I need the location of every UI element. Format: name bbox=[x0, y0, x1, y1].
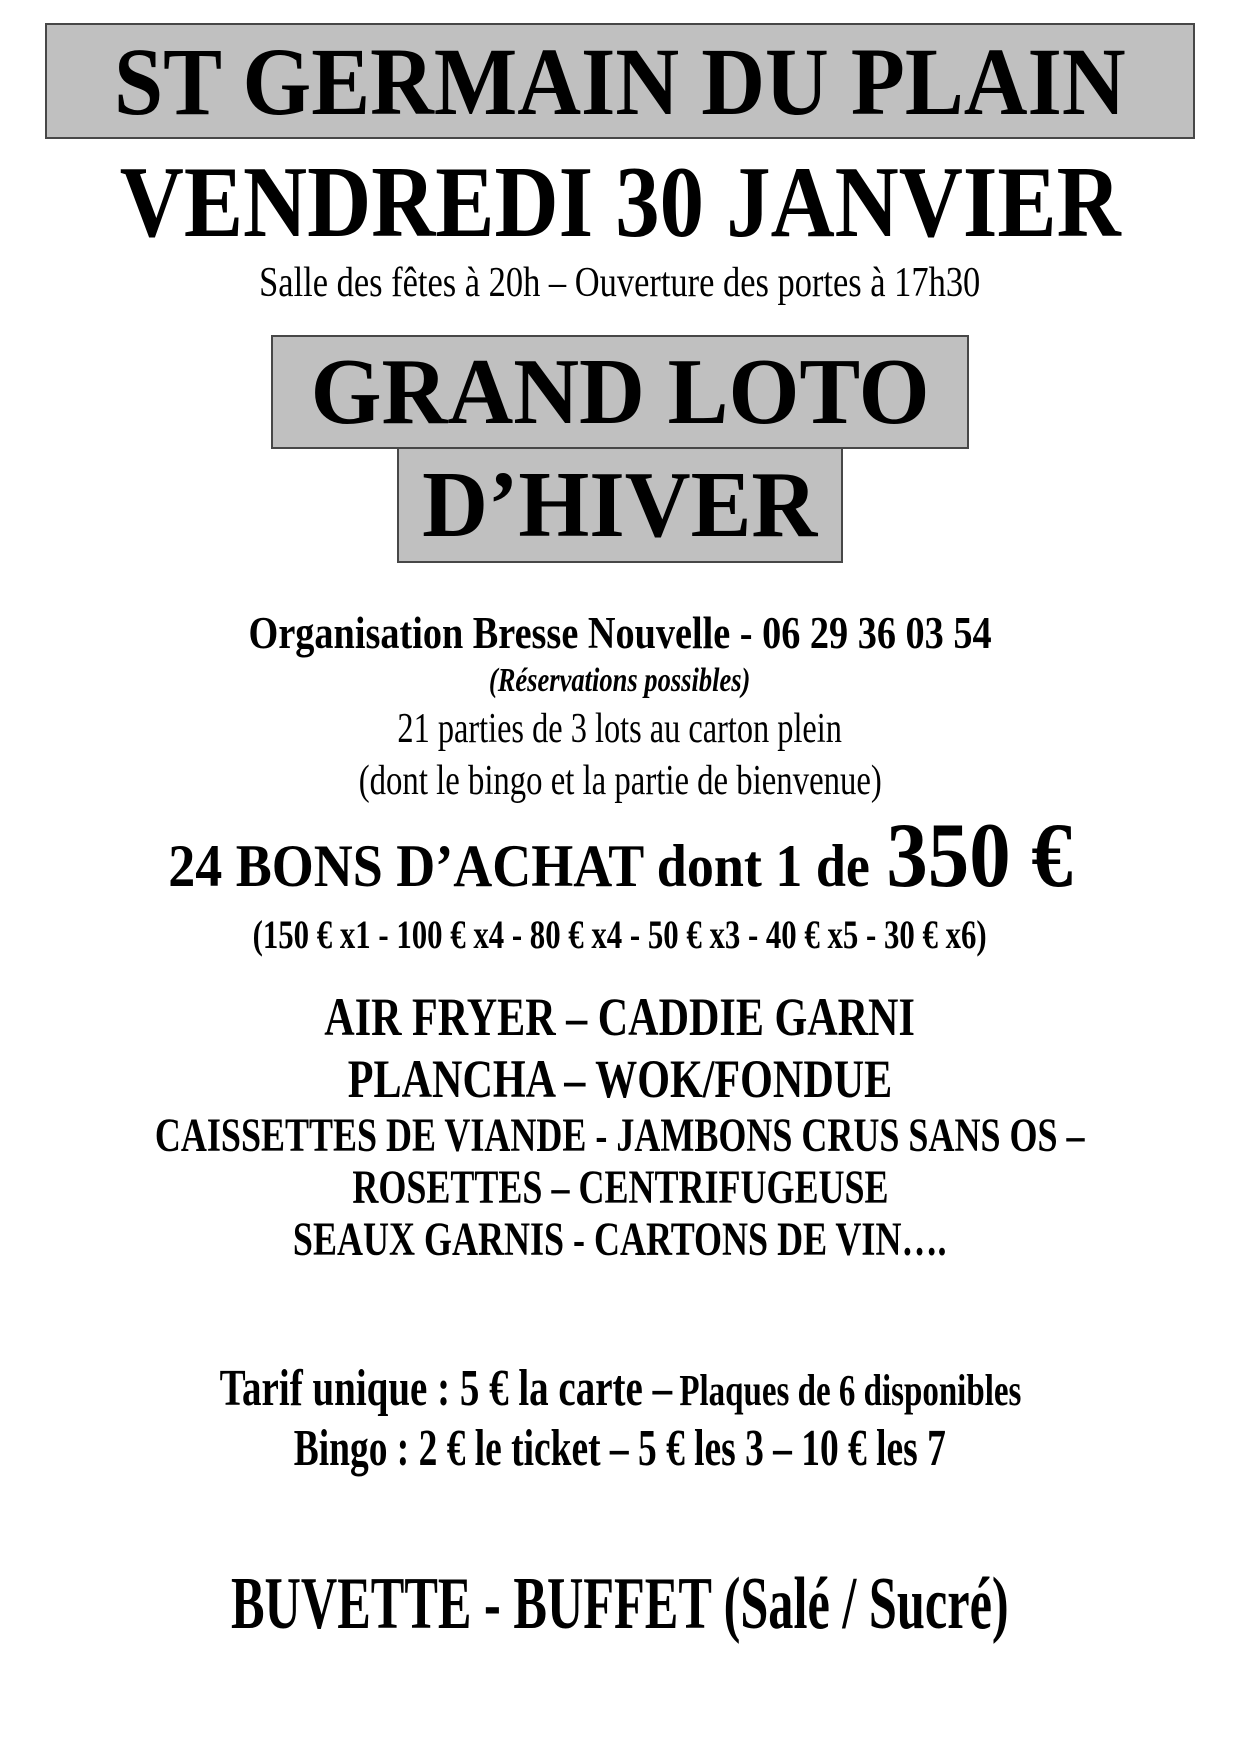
event-title-grand-loto: GRAND LOTO bbox=[310, 340, 930, 444]
reservations-note: (Réservations possibles) bbox=[489, 662, 751, 699]
prize-line: CAISSETTES DE VIANDE - JAMBONS CRUS SANS OS – bbox=[155, 1109, 1085, 1162]
prize-line: AIR FRYER – CADDIE GARNI bbox=[324, 987, 916, 1047]
prize-list bbox=[0, 986, 1240, 1266]
event-title-box-grand-loto bbox=[271, 335, 969, 449]
prize-line: PLANCHA – WOK/FONDUE bbox=[347, 1049, 893, 1109]
bingo-price-line: Bingo : 2 € le ticket – 5 € les 3 – 10 € les 7 bbox=[293, 1420, 947, 1477]
card-price-main: Tarif unique : 5 € la carte – bbox=[219, 1360, 672, 1417]
card-price-note: Plaques de 6 disponibles bbox=[678, 1366, 1021, 1415]
event-title-box-dhiver bbox=[397, 447, 843, 563]
event-date-heading: VENDREDI 30 JANVIER bbox=[119, 146, 1121, 259]
prize-line: SEAUX GARNIS - CARTONS DE VIN…. bbox=[293, 1213, 947, 1266]
vouchers-count-text: 24 BONS D’ACHAT dont 1 de bbox=[167, 833, 870, 899]
refreshments-line: BUVETTE - BUFFET (Salé / Sucré) bbox=[231, 1563, 1009, 1645]
vouchers-breakdown-line: (150 € x1 - 100 € x4 - 80 € x4 - 50 € x3 - 40 € x5 - 30 € x6) bbox=[252, 912, 988, 957]
games-count-line: 21 parties de 3 lots au carton plein bbox=[397, 706, 843, 752]
prize-line: ROSETTES – CENTRIFUGEUSE bbox=[351, 1161, 889, 1214]
location-banner-text: ST GERMAIN DU PLAIN bbox=[114, 27, 1126, 135]
organizer-contact-line: Organisation Bresse Nouvelle - 06 29 36 03 54 bbox=[248, 608, 992, 658]
event-title-dhiver: D’HIVER bbox=[422, 453, 818, 557]
venue-schedule-line: Salle des fêtes à 20h – Ouverture des portes à 17h30 bbox=[259, 260, 981, 306]
location-banner bbox=[45, 23, 1195, 139]
vouchers-top-amount: 350 € bbox=[885, 804, 1073, 906]
games-count-note: (dont le bingo et la partie de bienvenue) bbox=[358, 758, 882, 804]
vouchers-headline bbox=[0, 804, 1240, 914]
card-price-line bbox=[0, 1360, 1240, 1420]
